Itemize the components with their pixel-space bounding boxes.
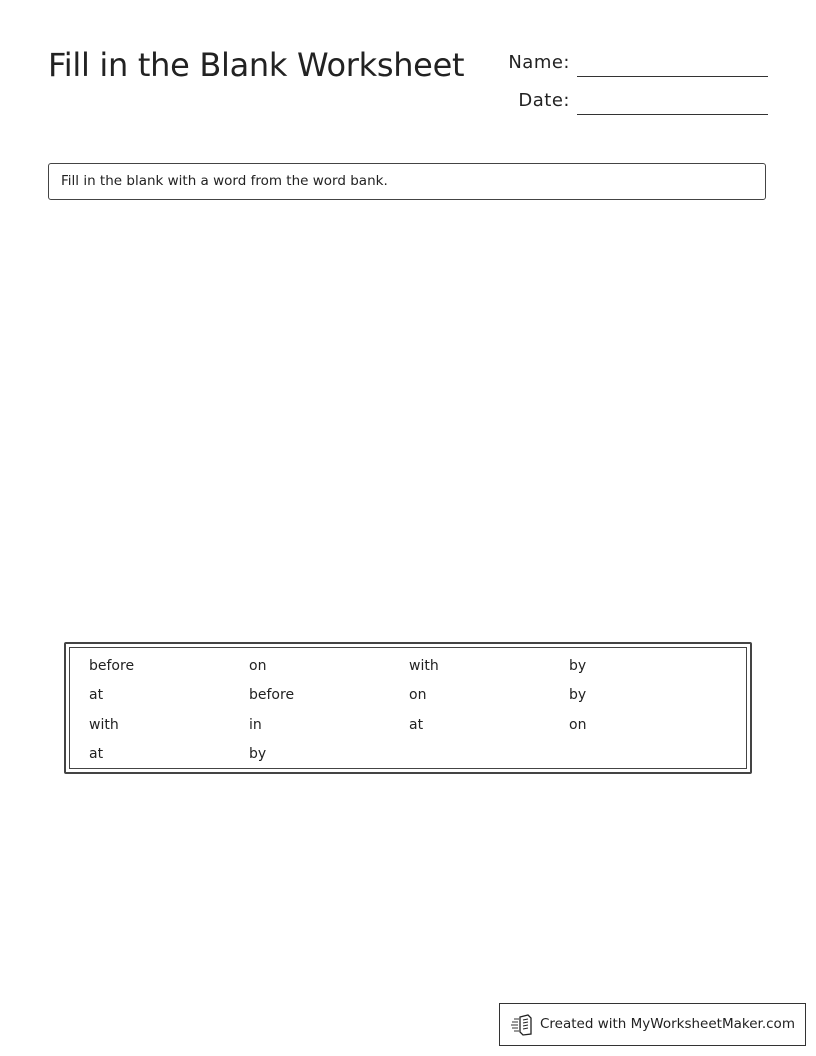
- word-bank-word: in: [249, 716, 262, 733]
- word-bank: [64, 642, 752, 774]
- date-field[interactable]: [440, 90, 768, 118]
- page-title: Fill in the Blank Worksheet: [48, 46, 465, 84]
- word-bank-word: at: [89, 687, 104, 704]
- name-line[interactable]: [577, 76, 768, 77]
- date-line[interactable]: [577, 114, 768, 115]
- name-field[interactable]: [440, 52, 768, 80]
- word-bank-word: on: [249, 658, 267, 674]
- word-bank-grid: [89, 652, 729, 769]
- word-bank-word: at: [89, 745, 104, 762]
- word-bank-word: by: [569, 658, 587, 674]
- name-label: Name:: [508, 52, 570, 73]
- date-label: Date:: [518, 90, 570, 111]
- word-bank-word: before: [89, 658, 135, 674]
- worksheet-maker-logo-icon: [511, 1014, 533, 1036]
- word-bank-word: on: [569, 716, 587, 733]
- word-bank-word: by: [569, 687, 587, 704]
- word-bank-word: with: [89, 716, 119, 733]
- footer-badge[interactable]: [499, 1003, 806, 1046]
- word-bank-word: with: [409, 658, 439, 674]
- word-bank-word: by: [249, 745, 267, 762]
- word-bank-word: on: [409, 687, 427, 704]
- footer-text[interactable]: Created with MyWorksheetMaker.com: [540, 1016, 795, 1032]
- word-bank-word: at: [409, 716, 424, 733]
- word-bank-word: before: [249, 687, 295, 704]
- instructions-box: Fill in the blank with a word from the word bank.: [48, 163, 766, 200]
